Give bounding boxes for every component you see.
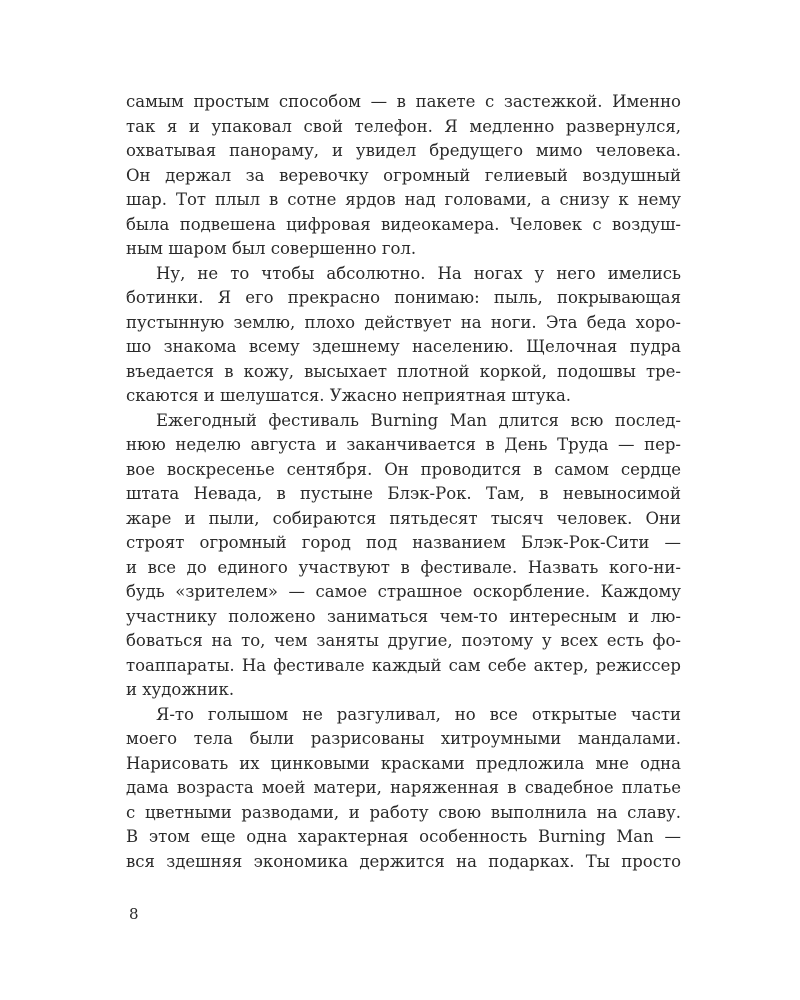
text-line: участнику положено заниматься чем-то интересным и лю-: [126, 606, 681, 626]
text-line: будь «зрителем» — самое страшное оскорбление. Каждому: [126, 582, 681, 601]
text-line: въедается в кожу, высыхает плотной коркой, подошвы тре-: [126, 361, 681, 381]
text-line: строят огромный город под названием Блэк-Рок-Сити —: [126, 533, 681, 552]
text-line: боваться на то, чем заняты другие, поэтому у всех есть фо-: [126, 631, 681, 650]
text-line: шар. Тот плыл в сотне ярдов над головами, а снизу к нему: [126, 190, 681, 209]
text-line: была подвешена цифровая видеокамера. Человек с воздуш-: [126, 214, 681, 234]
text-line: самым простым способом — в пакете с застежкой. Именно: [126, 92, 681, 111]
paragraph-1: [126, 90, 681, 262]
text-line: тоаппараты. На фестивале каждый сам себе актер, режиссер: [126, 655, 681, 675]
text-line: вся здешняя экономика держится на подарках. Ты просто: [126, 851, 681, 871]
text-line: Нарисовать их цинковыми красками предложила мне одна: [126, 753, 681, 773]
text-line: скаются и шелушатся. Ужасно неприятная штука.: [126, 386, 572, 405]
text-line: Я-то голышом не разгуливал, но все открытые части: [156, 704, 681, 724]
page-number: 8: [129, 905, 139, 923]
text-line: охватывая панораму, и увидел бредущего мимо человека.: [126, 141, 681, 160]
text-line: штата Невада, в пустыне Блэк-Рок. Там, в невыносимой: [126, 484, 681, 503]
text-line: Ну, не то чтобы абсолютно. На ногах у него имелись: [156, 263, 681, 283]
text-line: пустынную землю, плохо действует на ноги. Эта беда хоро-: [126, 312, 681, 332]
text-line: с цветными разводами, и работу свою выполнила на славу.: [126, 802, 681, 822]
text-line: дама возраста моей матери, наряженная в свадебное платье: [126, 778, 681, 797]
text-line: шо знакома всему здешнему населению. Щелочная пудра: [126, 337, 681, 356]
paragraph-2: [126, 262, 681, 409]
text-line: Ежегодный фестиваль Burning Man длится всю послед-: [156, 410, 681, 430]
text-line: ботинки. Я его прекрасно понимаю: пыль, покрывающая: [126, 288, 681, 307]
paragraph-4: [126, 703, 681, 875]
text-line: так я и упаковал свой телефон. Я медленно развернулся,: [126, 116, 681, 136]
body-text: [126, 90, 681, 874]
text-line: моего тела были разрисованы хитроумными мандалами.: [126, 729, 681, 748]
text-line: жаре и пыли, собираются пятьдесят тысяч человек. Они: [126, 508, 681, 528]
text-line: и художник.: [126, 680, 235, 699]
text-line: ным шаром был совершенно гол.: [126, 239, 417, 258]
text-line: вое воскресенье сентября. Он проводится в самом сердце: [126, 459, 681, 479]
text-line: Он держал за веревочку огромный гелиевый воздушный: [126, 165, 681, 185]
text-line: нюю неделю августа и заканчивается в День Труда — пер-: [126, 435, 681, 454]
text-line: В этом еще одна характерная особенность Burning Man —: [126, 827, 681, 846]
text-line: и все до единого участвуют в фестивале. Назвать кого-ни-: [126, 557, 681, 577]
paragraph-3: [126, 409, 681, 703]
